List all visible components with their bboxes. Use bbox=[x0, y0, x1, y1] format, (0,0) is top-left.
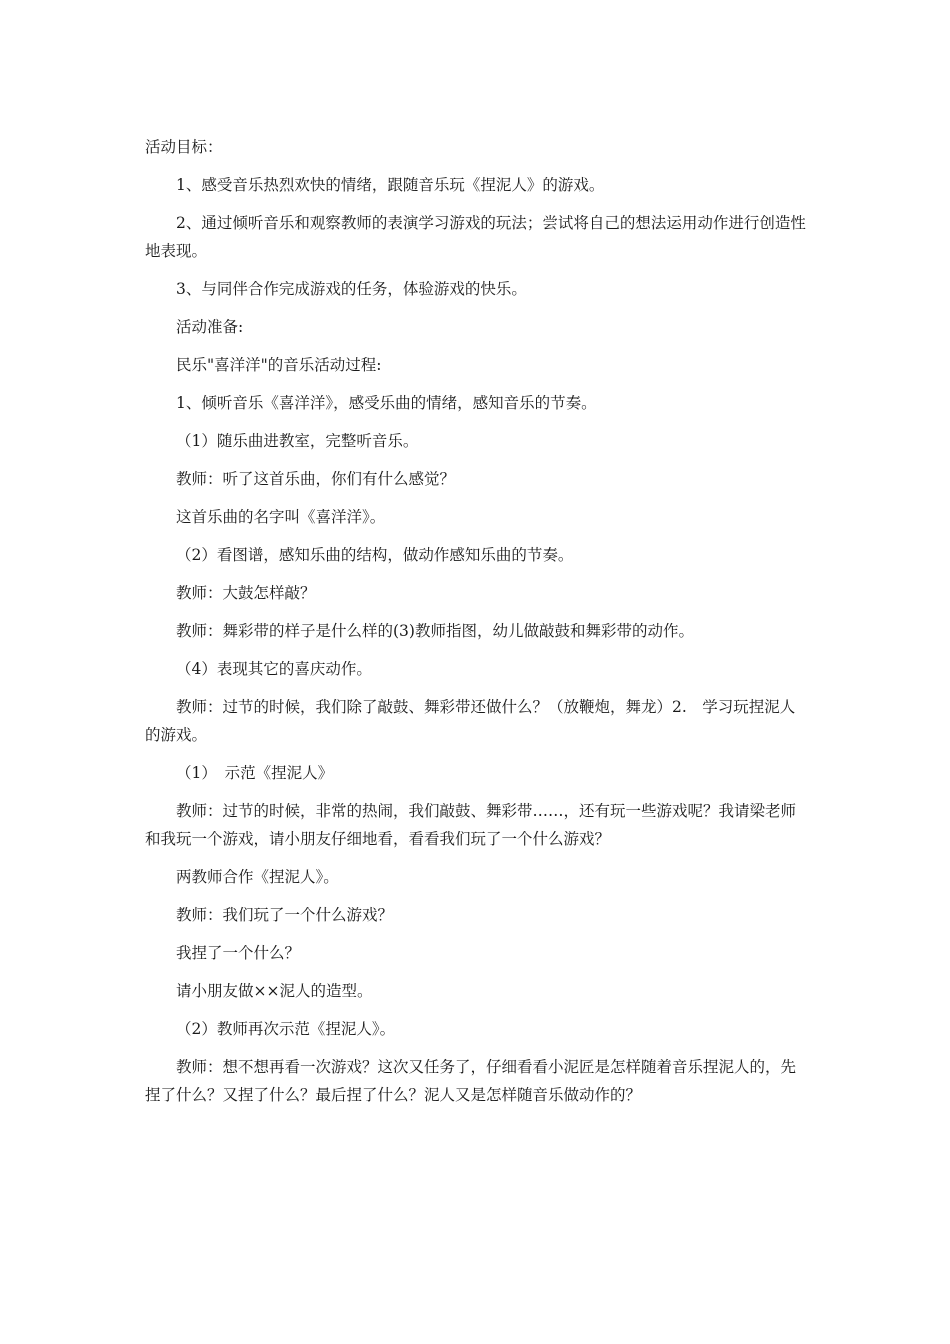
text-line: 请小朋友做××泥人的造型。 bbox=[176, 982, 373, 1000]
text-line: 我捏了一个什么？ bbox=[176, 944, 301, 962]
goal-1: 1、感受音乐热烈欢快的情绪，跟随音乐玩《捏泥人》的游戏。 bbox=[176, 176, 605, 194]
step-2-2: （2）教师再次示范《捏泥人》。 bbox=[176, 1020, 396, 1038]
step-1: 1、倾听音乐《喜洋洋》，感受乐曲的情绪，感知音乐的节奏。 bbox=[176, 394, 597, 412]
step-1-1: （1）随乐曲进教室，完整听音乐。 bbox=[176, 432, 419, 450]
teacher-line: 教师：大鼓怎样敲？ bbox=[176, 584, 316, 602]
text-line: 两教师合作《捏泥人》。 bbox=[176, 868, 339, 886]
teacher-line: 教师：想不想再看一次游戏？这次又任务了，仔细看看小泥匠是怎样随着音乐捏泥人的，先捏了什么？又捏了什么？最后捏了什么？泥人又是怎样随音乐做动作的？ bbox=[145, 1058, 797, 1104]
teacher-line: 教师：过节的时候，我们除了敲鼓、舞彩带还做什么？（放鞭炮，舞龙）2. 学习玩捏泥人的游戏。 bbox=[145, 698, 796, 744]
goal-2: 2、通过倾听音乐和观察教师的表演学习游戏的玩法；尝试将自己的想法运用动作进行创造性地表现。 bbox=[145, 214, 806, 260]
teacher-line: 教师：舞彩带的样子是什么样的(3)教师指图，幼儿做敲鼓和舞彩带的动作。 bbox=[176, 622, 694, 640]
teacher-line: 教师：过节的时候，非常的热闹，我们敲鼓、舞彩带……，还有玩一些游戏呢？我请梁老师和我玩一个游戏，请小朋友仔细地看，看看我们玩了一个什么游戏？ bbox=[145, 802, 797, 848]
teacher-line: 教师：听了这首乐曲，你们有什么感觉？ bbox=[176, 470, 456, 488]
step-2-1: （1） 示范《捏泥人》 bbox=[176, 764, 334, 782]
teacher-line: 教师：我们玩了一个什么游戏？ bbox=[176, 906, 394, 924]
text-line: 这首乐曲的名字叫《喜洋洋》。 bbox=[176, 508, 386, 526]
heading-activity-goals: 活动目标： bbox=[145, 138, 223, 156]
goal-3: 3、与同伴合作完成游戏的任务，体验游戏的快乐。 bbox=[176, 280, 527, 298]
heading-activity-preparation: 活动准备: bbox=[176, 318, 244, 336]
step-1-4: （4）表现其它的喜庆动作。 bbox=[176, 660, 372, 678]
preparation-process: 民乐"喜洋洋"的音乐活动过程: bbox=[176, 356, 382, 374]
step-1-2: （2）看图谱，感知乐曲的结构，做动作感知乐曲的节奏。 bbox=[176, 546, 574, 564]
document-body bbox=[145, 133, 810, 1119]
